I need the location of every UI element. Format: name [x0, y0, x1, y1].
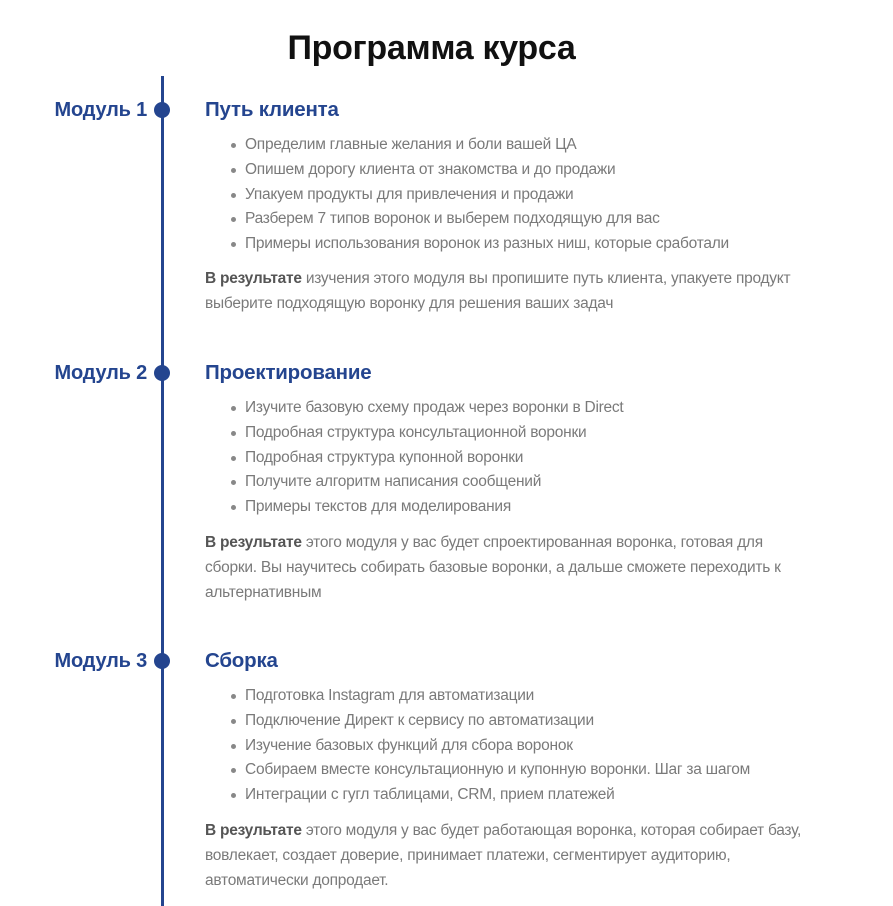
list-item: Подключение Директ к сервису по автоматизации [205, 709, 750, 734]
module-heading: Проектирование [205, 361, 372, 384]
timeline-dot-icon [154, 653, 170, 669]
module-label: Модуль 2 [54, 362, 147, 384]
list-item: Изучение базовых функций для сбора воронок [205, 734, 750, 759]
module-result [205, 267, 815, 317]
module-heading: Путь клиента [205, 98, 339, 121]
list-item: Определим главные желания и боли вашей ЦА [205, 133, 729, 158]
timeline-line [161, 76, 164, 906]
timeline-dot-icon [154, 102, 170, 118]
page-title: Программа курса [287, 28, 576, 67]
result-bold-label: В результате [205, 270, 302, 287]
list-item: Упакуем продукты для привлечения и продажи [205, 183, 729, 208]
module-result [205, 819, 815, 893]
list-item: Подготовка Instagram для автоматизации [205, 684, 750, 709]
result-text: этого модуля у вас будет спроектированная воронка, готовая для сборки. Вы научитесь собирать базовые воронки, а дальше сможете переходить к альтернативным [205, 534, 781, 601]
list-item: Подробная структура консультационной воронки [205, 421, 623, 446]
module-topics-list [205, 684, 750, 808]
module-result [205, 531, 815, 605]
list-item: Интеграции с гугл таблицами, CRM, прием платежей [205, 783, 750, 808]
result-text: этого модуля у вас будет работающая воронка, которая собирает базу, вовлекает, создает доверие, принимает платежи, сегментирует аудиторию, автоматически допродает. [205, 822, 802, 889]
list-item: Собираем вместе консультационную и купонную воронки. Шаг за шагом [205, 758, 750, 783]
result-bold-label: В результате [205, 822, 302, 839]
list-item: Разберем 7 типов воронок и выберем подходящую для вас [205, 207, 729, 232]
module-topics-list [205, 396, 623, 520]
list-item: Примеры использования воронок из разных ниш, которые сработали [205, 232, 729, 257]
module-label: Модуль 1 [54, 99, 147, 121]
list-item: Примеры текстов для моделирования [205, 495, 623, 520]
timeline-dot-icon [154, 365, 170, 381]
list-item: Опишем дорогу клиента от знакомства и до продажи [205, 158, 729, 183]
module-topics-list [205, 133, 729, 257]
result-text: изучения этого модуля вы пропишите путь клиента, упакуете продукт выберите подходящую воронку для решения ваших задач [205, 270, 791, 312]
list-item: Получите алгоритм написания сообщений [205, 470, 623, 495]
module-label: Модуль 3 [54, 650, 147, 672]
list-item: Подробная структура купонной воронки [205, 446, 623, 471]
module-heading: Сборка [205, 649, 278, 672]
list-item: Изучите базовую схему продаж через воронки в Direct [205, 396, 623, 421]
result-bold-label: В результате [205, 534, 302, 551]
